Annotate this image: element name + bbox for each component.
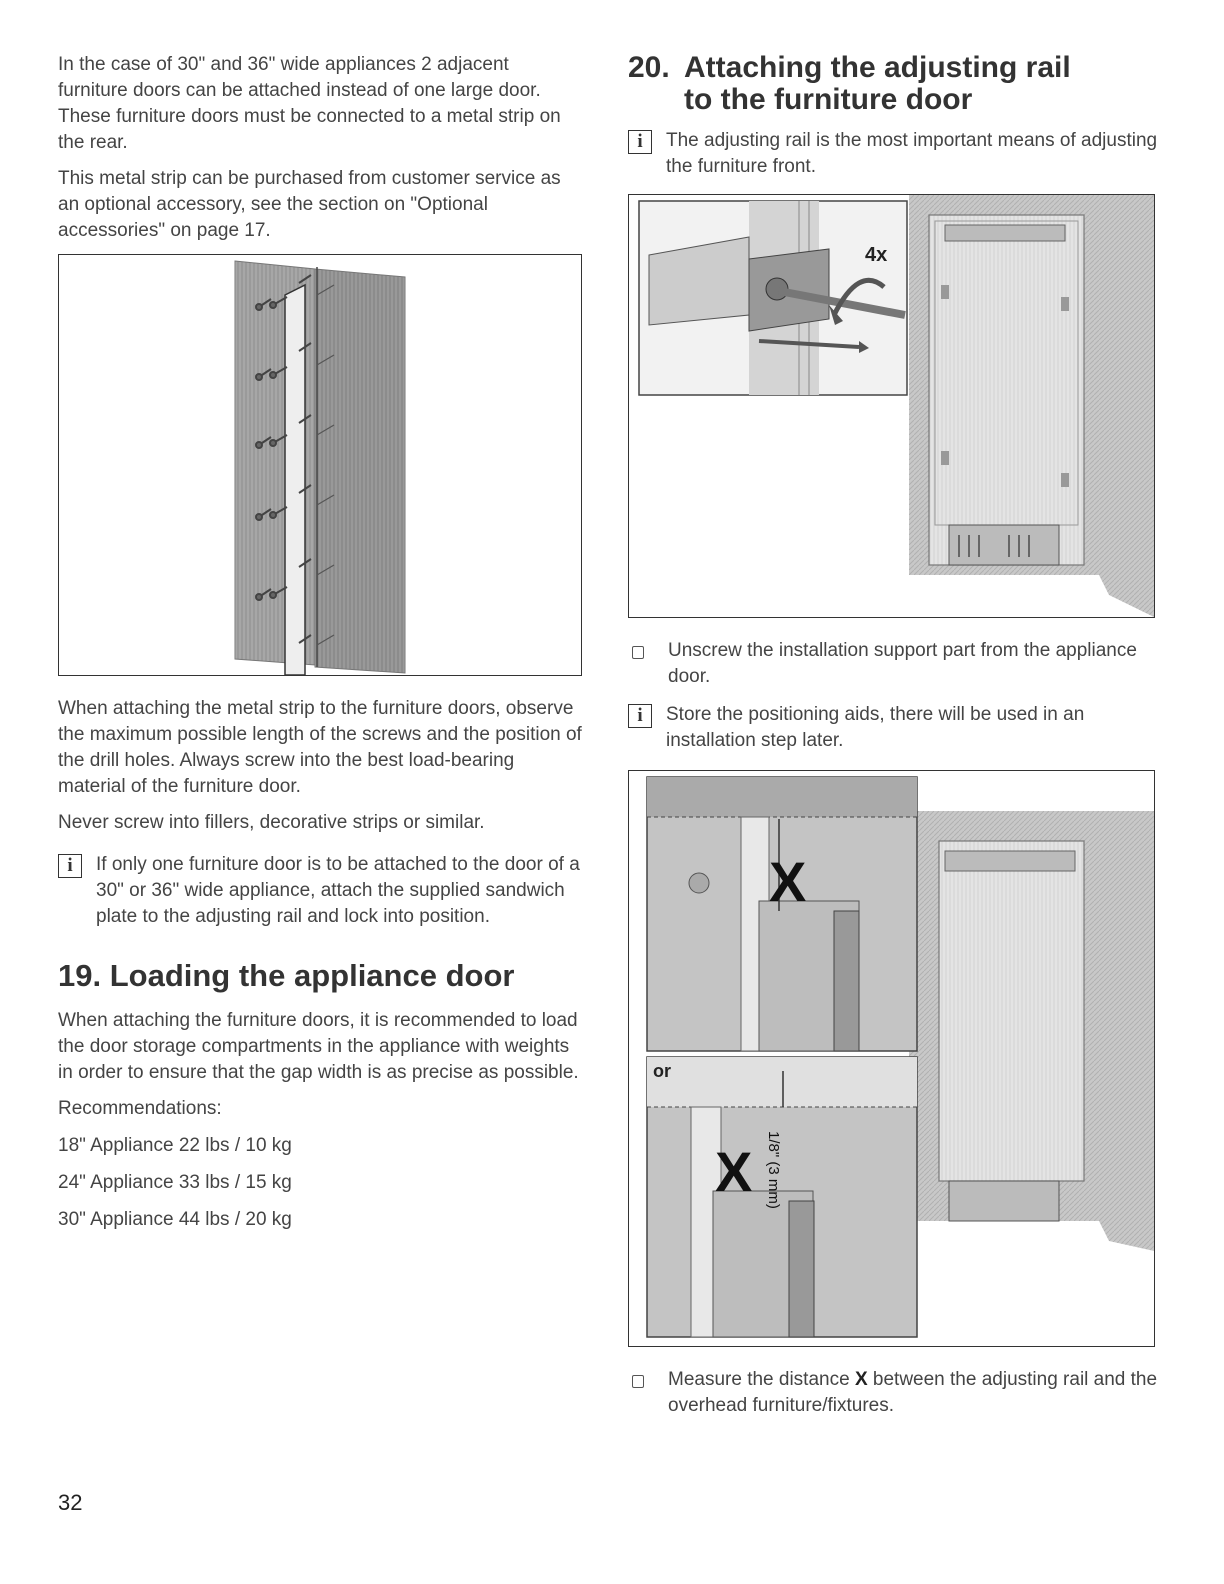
section-19-body: When attaching the furniture doors, it is recommended to load the door storage compartments in the appliance with weights in order to ensure that the gap width is as precise as possible. [58,1010,579,1083]
distance-x-label: X [769,850,807,913]
section-20-heading [628,52,1158,116]
recommendation-item: 18" Appliance 22 lbs / 10 kg [58,1135,292,1156]
count-label: 4x [865,244,888,266]
info-note-text: Store the positioning aids, there will be used in an installation step later. [666,704,1085,751]
info-note-text: If only one furniture door is to be attached to the door of a 30" or 36" wide appliance, attach the supplied sandwich plate to the adjusting rail and lock into position. [96,854,580,927]
or-label: or [653,1061,671,1081]
step-unscrew-text: Unscrew the installation support part from the appliance door. [668,640,1137,687]
info-note-text: The adjusting rail is the most important means of adjusting the furniture front. [666,130,1158,177]
checkbox-icon [632,646,644,659]
info-note-positioning-aids [628,702,1158,754]
section-19-heading: 19. Loading the appliance door [58,958,515,993]
section-20-heading-line2: to the furniture door [684,83,973,116]
measure-distance-illustration [629,771,1154,1346]
info-icon: i [58,854,82,878]
step-measure-text-end: between the adjusting rail and the overhead furniture/fixtures. [668,1369,1158,1416]
unscrew-support-figure [628,194,1155,618]
distance-x-label-alt: X [715,1140,753,1203]
recommendation-item: 30" Appliance 44 lbs / 20 kg [58,1209,292,1230]
step-unscrew [628,638,1158,690]
section-20-heading-line1: Attaching the adjusting rail [684,51,1071,84]
page-number: 32 [58,1490,83,1515]
recommendations-label: Recommendations: [58,1098,222,1119]
intro-paragraph-1: In the case of 30" and 36" wide appliances 2 adjacent furniture doors can be attached instead of one large door. These furniture doors must be connected to a metal strip on the rear. [58,54,561,153]
gap-dimension-label: 1/8" (3 mm) [765,1131,782,1209]
checkbox-icon [632,1375,644,1388]
info-note-adjusting-rail [628,128,1158,180]
right-column [628,52,1158,1419]
step-measure [628,1367,1158,1419]
measure-distance-figure [628,770,1155,1347]
appliance-door-illustration [629,195,1154,617]
no-fillers-warning: Never screw into fillers, decorative strips or similar. [58,812,485,833]
intro-paragraph-2: This metal strip can be purchased from customer service as an optional accessory, see the section on "Optional accessories" on page 17. [58,168,561,241]
step-measure-x: X [854,1369,868,1390]
metal-strip-illustration [59,255,581,675]
left-column [58,52,583,1233]
metal-strip-figure [58,254,582,676]
info-icon: i [628,130,652,154]
step-measure-text [668,1367,1158,1419]
recommendation-item: 24" Appliance 33 lbs / 15 kg [58,1172,292,1193]
section-20-number: 20. [628,51,670,84]
metal-strip-instructions: When attaching the metal strip to the furniture doors, observe the maximum possible length of the screws and the position of the drill holes. Always screw into the best load-bearing material of the furniture door. [58,698,582,797]
info-icon: i [628,704,652,728]
step-measure-text-start: Measure the distance [668,1369,855,1390]
info-note-sandwich-plate [58,852,583,930]
